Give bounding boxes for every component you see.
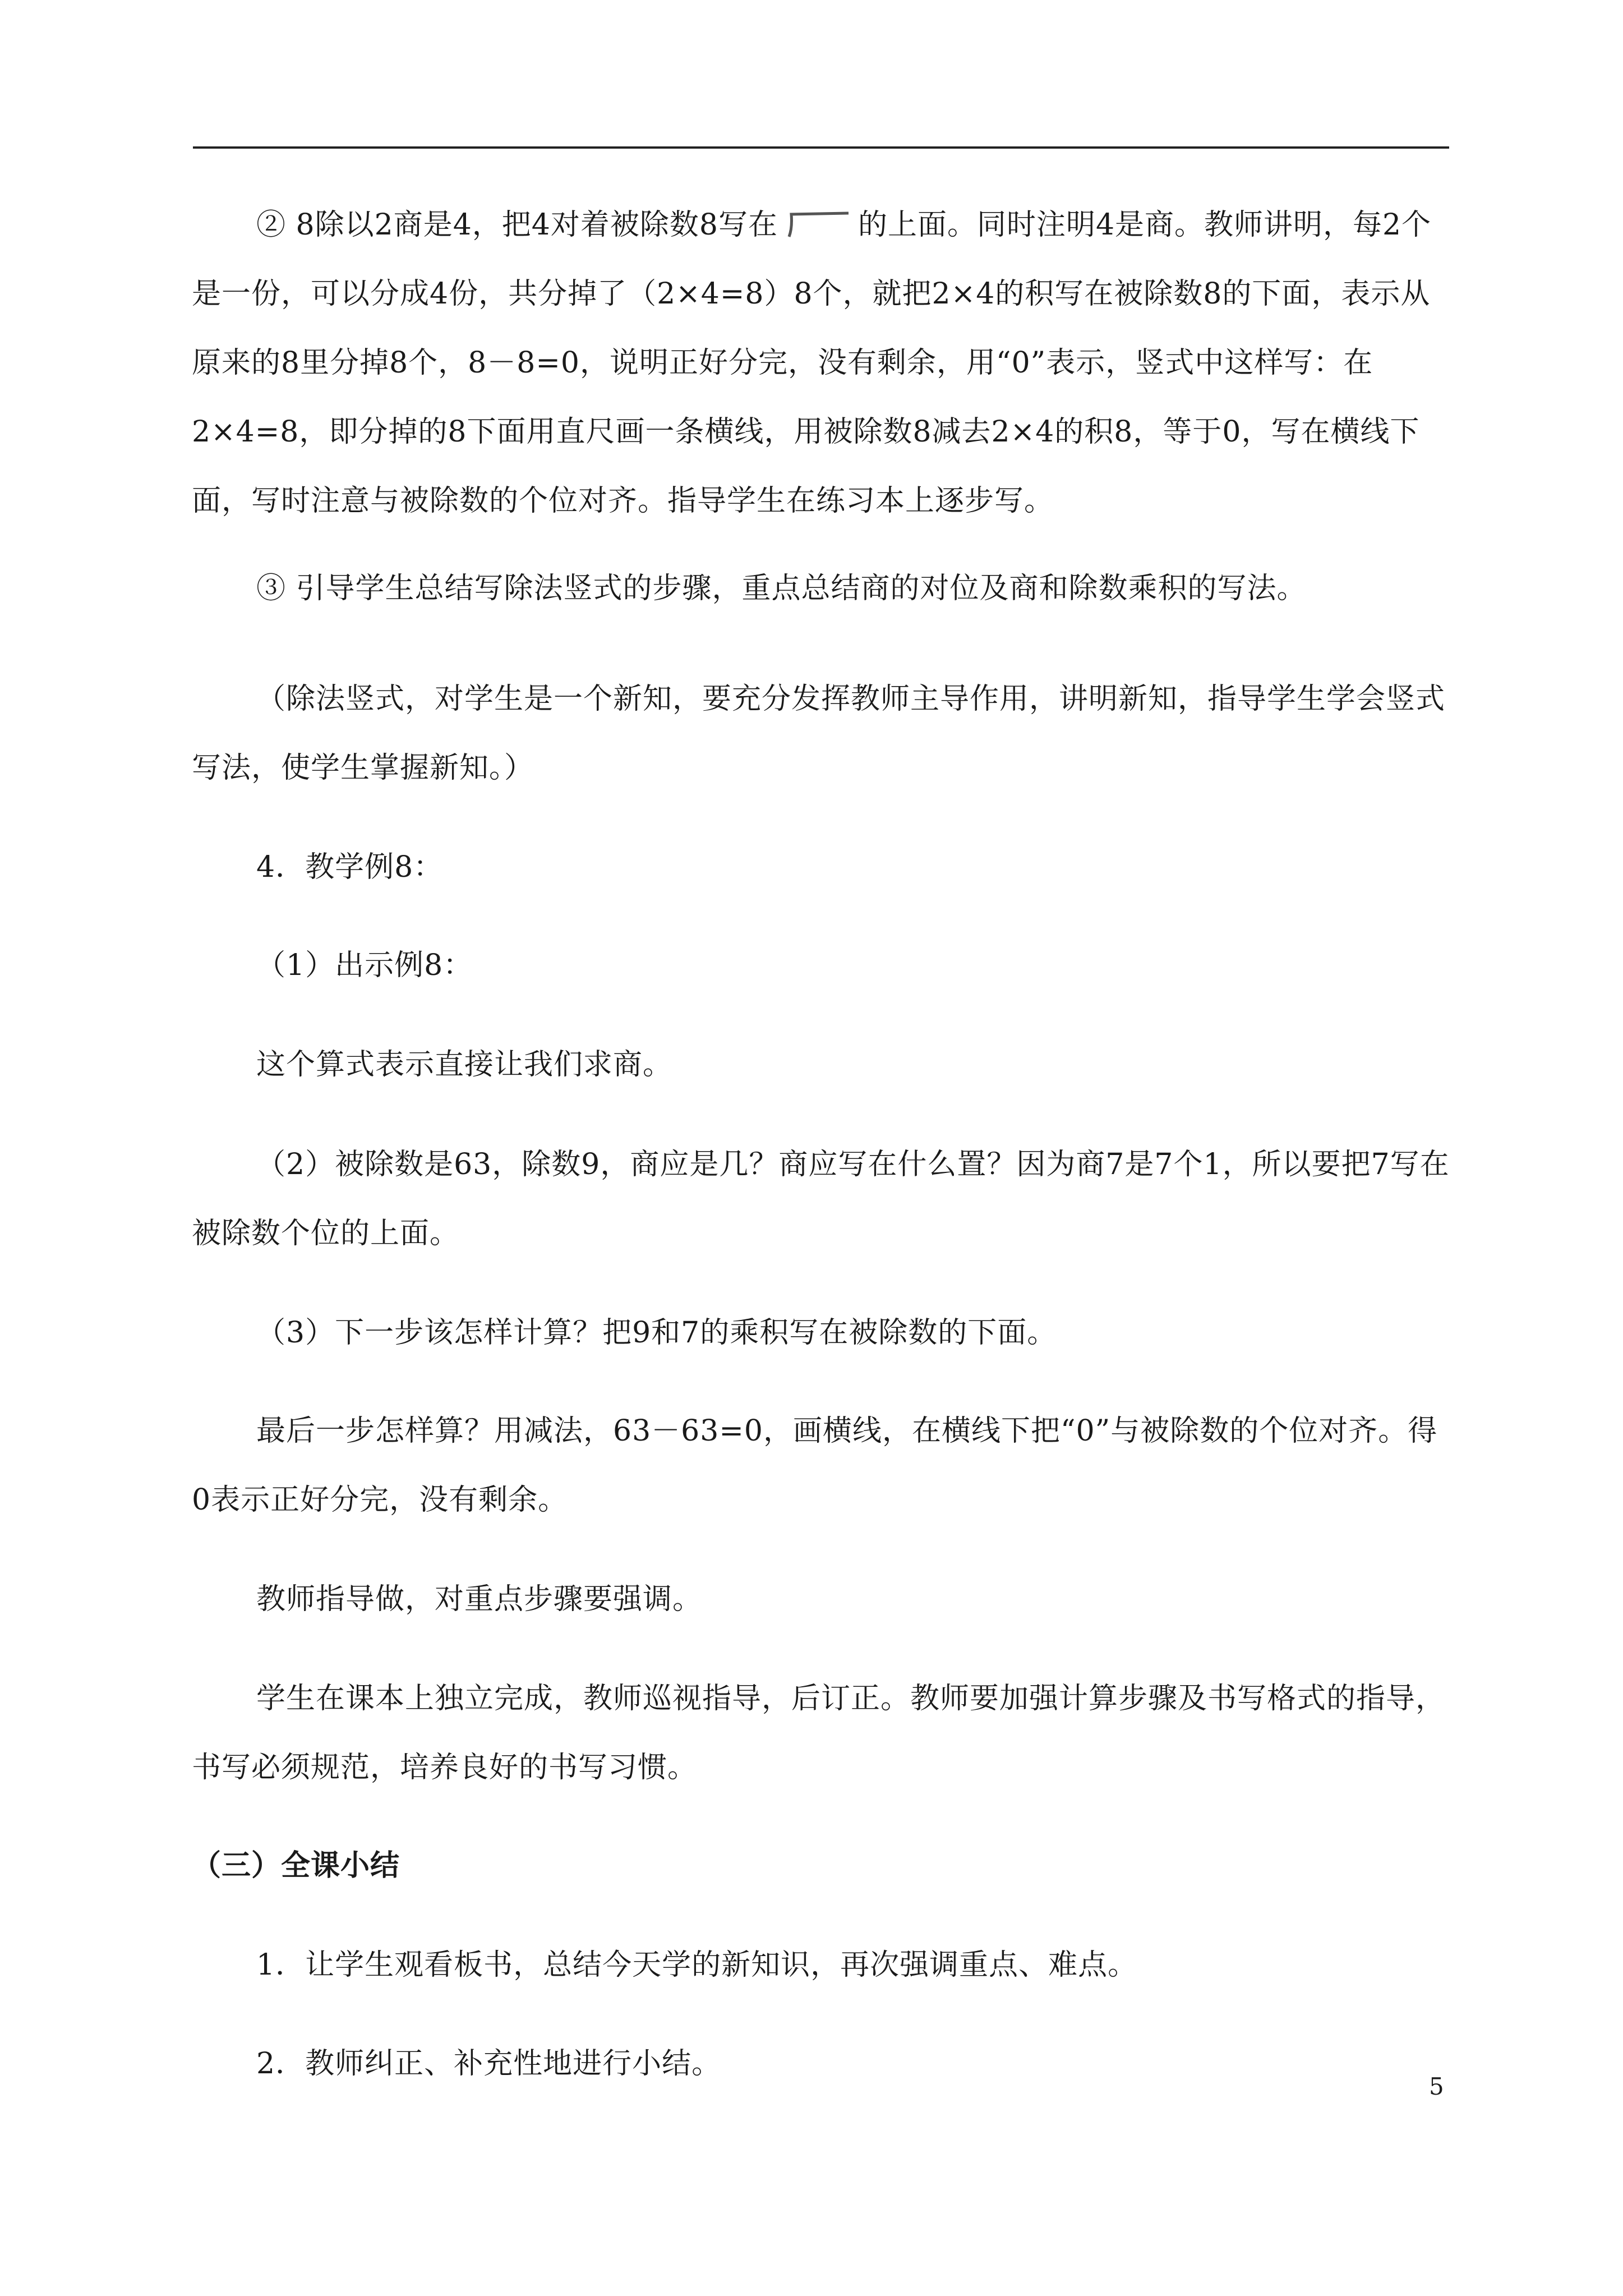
paragraph-summary-2: 2．教师纠正、补充性地进行小结。: [256, 2047, 722, 2081]
paragraph-last-step: 最后一步怎样算？用减法，63－63=0，画横线，在横线下把“0”与被除数的个位对齐。得0表示正好分完，没有剩余。: [192, 1414, 1438, 1517]
paragraph-teacher-guide: 教师指导做，对重点步骤要强调。: [256, 1582, 703, 1616]
paragraph-step-3: ③ 引导学生总结写除法竖式的步骤，重点总结商的对位及商和除数乘积的写法。: [256, 572, 1307, 605]
paragraph-summary-1: 1．让学生观看板书，总结今天学的新知识，再次强调重点、难点。: [256, 1948, 1138, 1982]
paragraph-formula-meaning: 这个算式表示直接让我们求商。: [256, 1048, 673, 1082]
paragraph-next-step: （3）下一步该怎样计算？把9和7的乘积写在被除数的下面。: [256, 1316, 1057, 1350]
heading-example-8: 4．教学例8：: [256, 850, 444, 884]
paragraph-step-2-text-b: 的上面。同时注明4是商。教师讲明，每2个是一份，可以分成4份，共分掉了（2×4=8）8个，就把2×4的积写在被除数8的下面，表示从原来的8里分掉8个，8－8=0，说明正好分完，没有剩余，用“0”表示，竖式中这样写：在2×4=8，即分掉的8下面用直尺画一条横线，用被除数8减去2×4的积8，等于0，写在横线下面，写时注意与被除数的个位对齐。指导学生在练习本上逐步写。: [192, 208, 1432, 518]
section-heading-summary: （三）全课小结: [192, 1849, 400, 1883]
paragraph-step-2-text-a: ② 8除以2商是4，把4对着被除数8写在: [256, 208, 778, 242]
paragraph-step-2: [192, 191, 1451, 536]
paragraph-note: （除法竖式，对学生是一个新知，要充分发挥教师主导作用，讲明新知，指导学生学会竖式写法，使学生掌握新知。）: [192, 682, 1446, 785]
page-number: 5: [1429, 2073, 1444, 2100]
long-division-bracket-icon: [786, 211, 850, 238]
paragraph-student-practice: 学生在课本上独立完成，教师巡视指导，后订正。教师要加强计算步骤及书写格式的指导，书写必须规范，培养良好的书写习惯。: [192, 1682, 1446, 1784]
paragraph-quotient-position: （2）被除数是63，除数9，商应是几？商应写在什么置？因为商7是7个1，所以要把7写在被除数个位的上面。: [192, 1148, 1450, 1250]
paragraph-show-example: （1）出示例8：: [256, 949, 473, 982]
header-rule: [193, 146, 1449, 149]
